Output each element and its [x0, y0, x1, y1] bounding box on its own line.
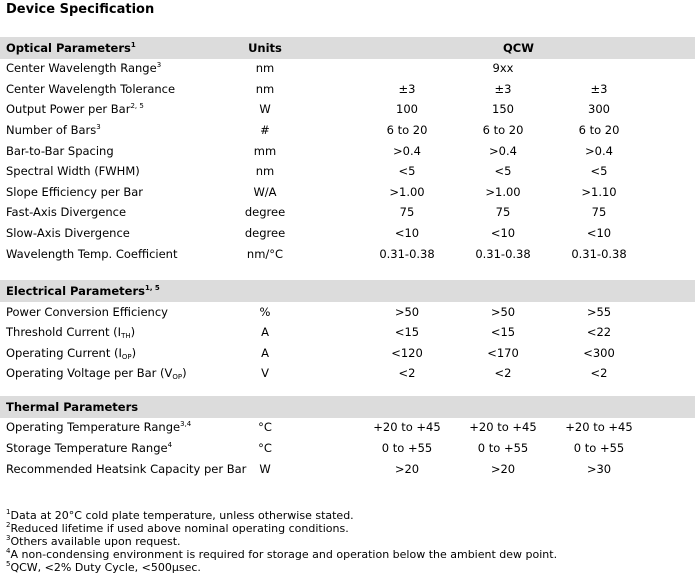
- row-value: <120: [391, 346, 423, 360]
- row-value: 0.31-0.38: [475, 247, 531, 261]
- table-row: [0, 224, 695, 244]
- row-value: >20: [490, 462, 516, 476]
- row-name: Threshold Current (I: [6, 325, 122, 339]
- row-unit: A: [261, 346, 269, 360]
- row-value: 0 to +55: [573, 441, 625, 455]
- row-sup: 2, 5: [130, 102, 144, 110]
- row-value: <2: [494, 366, 512, 380]
- row-value: 300: [588, 102, 610, 116]
- table-row: [0, 80, 695, 100]
- row-value: 100: [396, 102, 418, 116]
- row-value: <10: [394, 226, 420, 240]
- row-sup: 3: [156, 61, 162, 69]
- row-unit: mm: [253, 144, 277, 158]
- thermal-section-header: [0, 396, 695, 418]
- footnote: $^4$A non-condensing environment is required for storage and operation below the ambient dew point.: [6, 547, 558, 561]
- row-value: 0.31-0.38: [379, 247, 435, 261]
- row-value: 150: [492, 102, 514, 116]
- row-unit: %: [259, 305, 271, 319]
- row-sup: 3,4: [180, 420, 192, 428]
- row-value: <170: [487, 346, 519, 360]
- row-value: >0.4: [393, 144, 421, 158]
- row-value: 6 to 20: [386, 123, 428, 137]
- row-sub: TH: [121, 332, 131, 340]
- row-name: Operating Temperature Range: [6, 420, 181, 434]
- row-value: ±3: [398, 82, 416, 96]
- row-value: <300: [583, 346, 615, 360]
- table-row: [0, 183, 695, 203]
- row-unit: degree: [244, 226, 286, 240]
- row-value: <22: [586, 325, 612, 339]
- row-name: Spectral Width (FWHM): [6, 164, 140, 178]
- table-row: [0, 203, 695, 223]
- row-unit: °C: [258, 420, 272, 434]
- footnote: $^2$Reduced lifetime if used above nominal operating conditions.: [6, 521, 349, 535]
- row-value: <5: [494, 164, 512, 178]
- row-value: +20 to +45: [565, 420, 633, 434]
- row-value: >55: [586, 305, 612, 319]
- row-value: +20 to +45: [373, 420, 441, 434]
- row-unit: nm: [255, 61, 275, 75]
- row-name-close: ): [130, 325, 136, 339]
- row-unit: W: [259, 462, 271, 476]
- row-value: >1.00: [485, 185, 521, 199]
- row-name: Wavelength Temp. Coefficient: [6, 247, 178, 261]
- qcw-header: QCW: [503, 41, 534, 55]
- row-value: >1.00: [389, 185, 425, 199]
- row-name: Operating Voltage per Bar (V: [6, 366, 173, 380]
- row-value: 75: [591, 205, 607, 219]
- row-value: ±3: [494, 82, 512, 96]
- row-unit: W: [259, 102, 271, 116]
- footnotes: [6, 509, 557, 574]
- row-name: Slow-Axis Divergence: [6, 226, 130, 240]
- table-row: [0, 418, 695, 438]
- row-name: Power Conversion Efficiency: [6, 305, 168, 319]
- table-row: [0, 162, 695, 182]
- optical-section-header: [0, 37, 695, 59]
- row-unit: nm/°C: [246, 247, 284, 261]
- row-name: Operating Current (I: [6, 346, 122, 360]
- table-row: [0, 121, 695, 141]
- page-title: Device Specification: [6, 2, 155, 17]
- row-value: >30: [586, 462, 612, 476]
- row-value: <2: [590, 366, 608, 380]
- table-row: [0, 323, 695, 343]
- table-row: [0, 439, 695, 459]
- row-value: 9xx: [492, 61, 514, 75]
- row-value: >20: [394, 462, 420, 476]
- footnote: $^5$QCW, <2% Duty Cycle, <500µsec.: [6, 560, 201, 574]
- row-sub: OP: [121, 353, 132, 361]
- row-unit: nm: [255, 164, 275, 178]
- row-value: 75: [399, 205, 415, 219]
- table-row: [0, 344, 695, 364]
- row-value: <10: [490, 226, 516, 240]
- row-value: 0.31-0.38: [571, 247, 627, 261]
- row-name: Recommended Heatsink Capacity per Bar: [6, 462, 247, 476]
- row-value: <5: [398, 164, 416, 178]
- table-row: [0, 59, 695, 79]
- table-row: [0, 303, 695, 323]
- row-unit: #: [260, 123, 270, 137]
- row-unit: W/A: [253, 185, 277, 199]
- row-value: <5: [590, 164, 608, 178]
- row-value: 6 to 20: [482, 123, 524, 137]
- row-value: >1.10: [581, 185, 617, 199]
- row-name: Center Wavelength Tolerance: [6, 82, 176, 96]
- row-value: 75: [495, 205, 511, 219]
- row-unit: A: [261, 325, 269, 339]
- electrical-section-header: [0, 280, 695, 302]
- row-value: 0 to +55: [477, 441, 529, 455]
- row-name: Center Wavelength Range: [6, 61, 157, 75]
- footnote: $^3$Others available upon request.: [6, 534, 181, 548]
- units-header: Units: [248, 41, 282, 55]
- row-value: 0 to +55: [381, 441, 433, 455]
- row-value: >50: [394, 305, 420, 319]
- row-value: >0.4: [489, 144, 517, 158]
- row-value: >0.4: [585, 144, 613, 158]
- row-sup: 3: [96, 123, 101, 131]
- row-sub: OP: [172, 373, 183, 381]
- optical-label: Optical Parameters: [6, 41, 131, 55]
- row-value: +20 to +45: [469, 420, 537, 434]
- row-value: <15: [490, 325, 516, 339]
- row-value: >50: [490, 305, 516, 319]
- row-name: Storage Temperature Range: [6, 441, 168, 455]
- row-name: Number of Bars: [6, 123, 97, 137]
- table-row: [0, 245, 695, 265]
- row-name: Output Power per Bar: [6, 102, 131, 116]
- row-name: Fast-Axis Divergence: [6, 205, 127, 219]
- electrical-label: Electrical Parameters: [6, 284, 145, 298]
- row-unit: nm: [255, 82, 275, 96]
- row-unit: V: [261, 366, 269, 380]
- electrical-label-sup: 1, 5: [144, 284, 160, 292]
- row-value: ±3: [590, 82, 608, 96]
- row-sup: 4: [167, 441, 173, 449]
- optical-label-sup: 1: [130, 41, 136, 49]
- table-row: [0, 100, 695, 120]
- table-row: [0, 364, 695, 384]
- thermal-label: Thermal Parameters: [6, 400, 139, 414]
- table-row: [0, 142, 695, 162]
- row-name-close: ): [182, 366, 187, 380]
- row-unit: °C: [258, 441, 272, 455]
- row-name-close: ): [131, 346, 137, 360]
- row-value: <2: [398, 366, 416, 380]
- table-row: [0, 460, 695, 480]
- row-name: Bar-to-Bar Spacing: [6, 144, 114, 158]
- row-value: 6 to 20: [578, 123, 620, 137]
- row-name: Slope Efficiency per Bar: [6, 185, 144, 199]
- row-value: <10: [586, 226, 612, 240]
- footnote: $^1$Data at 20°C cold plate temperature, unless otherwise stated.: [6, 508, 354, 522]
- row-value: <15: [394, 325, 420, 339]
- row-unit: degree: [244, 205, 286, 219]
